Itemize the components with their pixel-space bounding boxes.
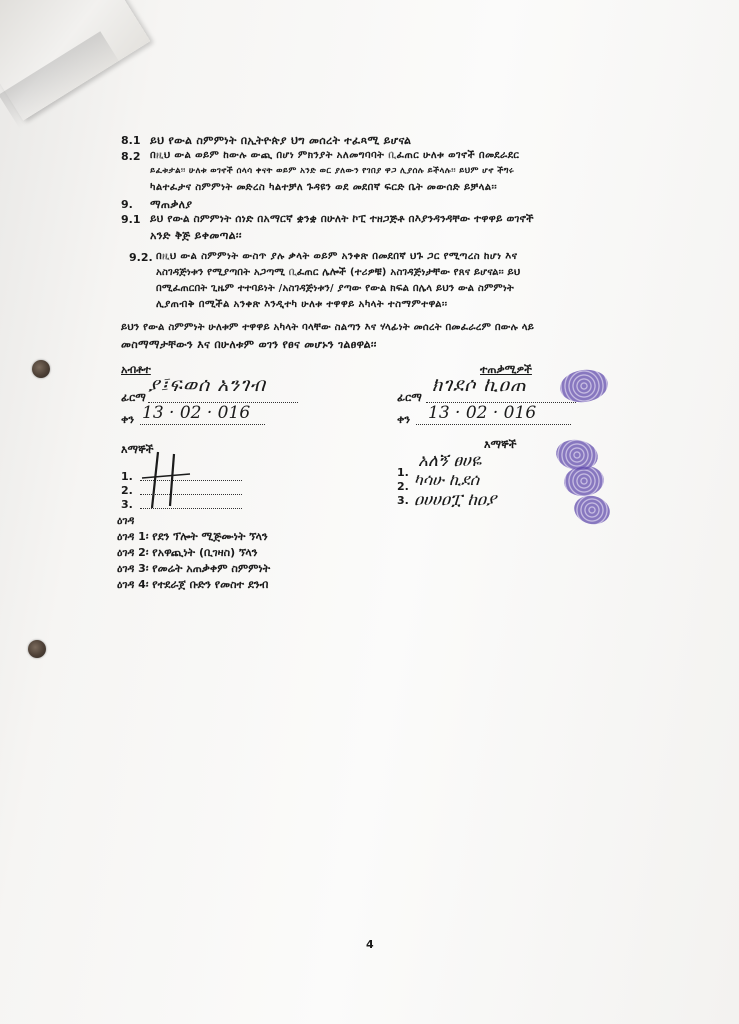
party-heading: ተጠቃሚዎች xyxy=(480,363,532,376)
clause-number: 9.2. xyxy=(129,251,153,264)
clause-text: በዚህ ውል ወይም ከውሉ ውጪ በሆነ ምክንያት አለመግባባት ቢፈጠር ሁለቱ ወገኖች በመደራደር xyxy=(150,150,520,161)
thumbprint xyxy=(563,464,606,498)
witnesses-heading: እማኞች xyxy=(484,438,517,451)
clause-text: ይህ የውል ስምምነት ሰነድ በአማርኛ ቋንቋ በሁለት ኮፒ ተዘጋጅቶ በእያንዳንዳቸው ተዋዋይ ወገኖች xyxy=(150,213,534,225)
closing-text: መስማማታቸውን እና በሁለቱም ወገን የፀና መሆኑን ገልፀዋል፡፡ xyxy=(121,338,377,351)
date-line xyxy=(416,424,571,425)
page-number: 4 xyxy=(366,938,374,951)
thumbprint xyxy=(571,492,613,528)
witnesses-heading: እማኞች xyxy=(121,443,154,456)
witness-number: 1. xyxy=(397,466,409,479)
witness-number: 3. xyxy=(121,498,133,511)
party-heading: አብቶተ xyxy=(121,363,151,376)
handwritten-date: 13 · 02 · 016 xyxy=(428,403,537,423)
clause-text: በሚፈጠርበት ጊዜም ተተባይነት /አስገዳጅነቱን/ ያጣው የውል ክፍል በሌላ ይህን ውል ስምምነት xyxy=(156,283,514,294)
witness-number: 3. xyxy=(397,494,409,507)
witness-signature: ዐሀሀዐፗ ከዐያ xyxy=(414,490,497,510)
date-label: ቀን xyxy=(121,413,135,426)
clause-text: ሊያጠብቅ በሚችል አንቀጽ እንዲተካ ሁለቱ ተዋዋይ አካላት ተስማምተዋል፡፡ xyxy=(156,299,448,310)
clause-number: 8.1 xyxy=(121,134,141,147)
section-heading: ማጠቃለያ xyxy=(150,198,193,211)
witness-signature: አለኝ ፀሀዬ xyxy=(418,451,482,471)
date-label: ቀን xyxy=(397,413,411,426)
clause-text: አስገዳጅነቱን የሚያጣበት አጋጣሚ ቢፈጠር ሌሎች (ተሪዎቹ) አስገዳጅነታቸው የጸና ይሆናል፡፡ ይህ xyxy=(156,267,521,278)
witness-scribble xyxy=(140,448,200,512)
witness-signature: ካሳሁ ኪደሰ xyxy=(414,470,480,489)
attachment-item: ዕገዳ 2፡ የአዋጪነት (ቢገዛስ) ኘላን xyxy=(117,546,258,559)
attachments-heading: ዕገዳ xyxy=(117,514,135,527)
attachment-item: ዕገዳ 4፡ የተደራጀ ቡድን የመስተ ደንብ xyxy=(117,578,269,591)
clause-text: ይህ የውል ስምምነት በኢትዮጵያ ህግ መሰረት ተፈጻሚ ይሆናል xyxy=(150,134,412,147)
section-number: 9. xyxy=(121,198,133,211)
closing-text: ይህን የውል ስምምነት ሁለቱም ተዋዋይ አካላት ባላቸው ስልጣን እና ሃላፊነት መሰረት በመፈራረም በውሉ ላይ xyxy=(121,322,535,333)
handwritten-signature: ክገደሶ ኪዐጠ xyxy=(432,374,527,396)
clause-number: 9.1 xyxy=(121,213,141,226)
clause-text: ካልተፈታና ስምምነት መድረስ ካልተቻለ ጉዳዩን ወደ መደበኛ ፍርድ ቤት መውሰድ ይቻላል፡፡ xyxy=(150,182,497,193)
thumbprint xyxy=(558,367,610,405)
signature-label: ፊርማ xyxy=(121,391,146,404)
punch-hole xyxy=(28,640,46,658)
witness-number: 1. xyxy=(121,470,133,483)
signature-label: ፊርማ xyxy=(397,391,422,404)
clause-text: በዚህ ውል ስምምነት ውስጥ ያሉ ቃላት ወይም አንቀጽ በመደበኛ ህጉ ጋር የሚጣረስ ከሆነ እና xyxy=(156,251,518,262)
handwritten-date: 13 · 02 · 016 xyxy=(142,403,251,423)
attachment-item: ዕገዳ 3፡ የመሬት አጠቃቀም ስምምነት xyxy=(117,562,271,575)
punch-hole xyxy=(32,360,50,378)
attachment-item: ዕገዳ 1፡ የደን ፕሎት ሚጅሙነት ኘላን xyxy=(117,530,268,543)
clause-text: አንድ ቅጅ ይቀመጣል፡፡ xyxy=(150,229,242,242)
date-line xyxy=(140,424,265,425)
handwritten-signature: ያ፤ፍወሰ አንገብ xyxy=(148,374,267,396)
witness-number: 2. xyxy=(397,480,409,493)
witness-number: 2. xyxy=(121,484,133,497)
clause-number: 8.2 xyxy=(121,150,141,163)
clause-text: ይፈቱታል፡፡ ሁለቱ ወገኖች ሰላሳ ቀናት ወይም አንድ ወር ያለውን የገበያ ዋጋ ሊያሰሉ ይችላሉ፡፡ ይህም ሆኖ ችግሩ xyxy=(150,166,515,176)
